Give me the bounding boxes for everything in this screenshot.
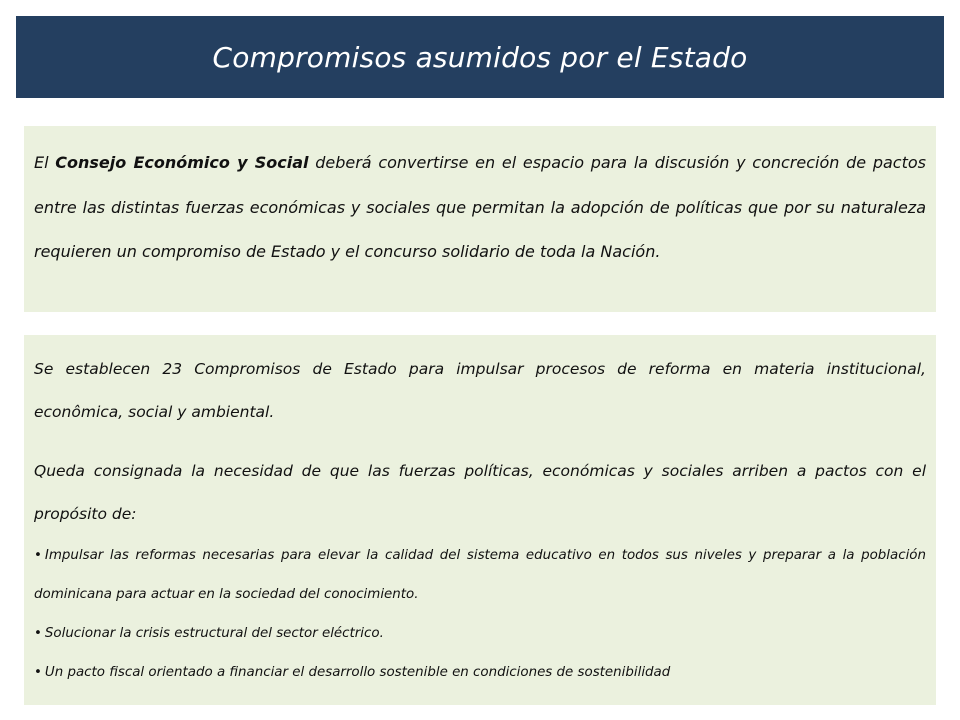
council-paragraph — [34, 141, 926, 275]
council-intro: El — [34, 153, 56, 172]
title-bar — [16, 16, 944, 98]
list-item-text: Un pacto fiscal orientado a financiar el desarrollo sostenible en condiciones de sostenibilidad — [44, 665, 671, 680]
list-item-text: Impulsar las reformas necesarias para elevar la calidad del sistema educativo en todos sus niveles y preparar a la población dominicana para actuar en la sociedad del conocimiento. — [34, 548, 926, 602]
list-item — [34, 614, 926, 653]
bullet-icon: • — [34, 548, 42, 563]
bullet-icon: • — [34, 665, 42, 680]
council-text: deberá convertirse en el espacio para la discusión y concreción de pactos entre las distintas fuerzas económicas y sociales que permitan la adopción de políticas que por su naturaleza requieren un compromiso de Estado y el concurso solidario de toda la Nación. — [34, 153, 927, 261]
commitments-panel — [24, 335, 936, 705]
bullet-icon: • — [34, 626, 42, 641]
list-item — [34, 536, 926, 614]
pact-purpose-list — [34, 536, 926, 692]
council-term: Consejo Económico y Social — [55, 153, 309, 172]
pacts-paragraph: Queda consignada la necesidad de que las fuerzas políticas, económicas y sociales arriben a pactos con el propósito de: — [34, 462, 926, 523]
council-panel — [24, 126, 936, 312]
commitments-paragraph: Se establecen 23 Compromisos de Estado para impulsar procesos de reforma en materia institucional, econômica, social y ambiental. — [34, 360, 926, 421]
list-item-text: Solucionar la crisis estructural del sector eléctrico. — [44, 626, 384, 641]
slide-title: Compromisos asumidos por el Estado — [212, 40, 748, 74]
list-item — [34, 653, 926, 692]
